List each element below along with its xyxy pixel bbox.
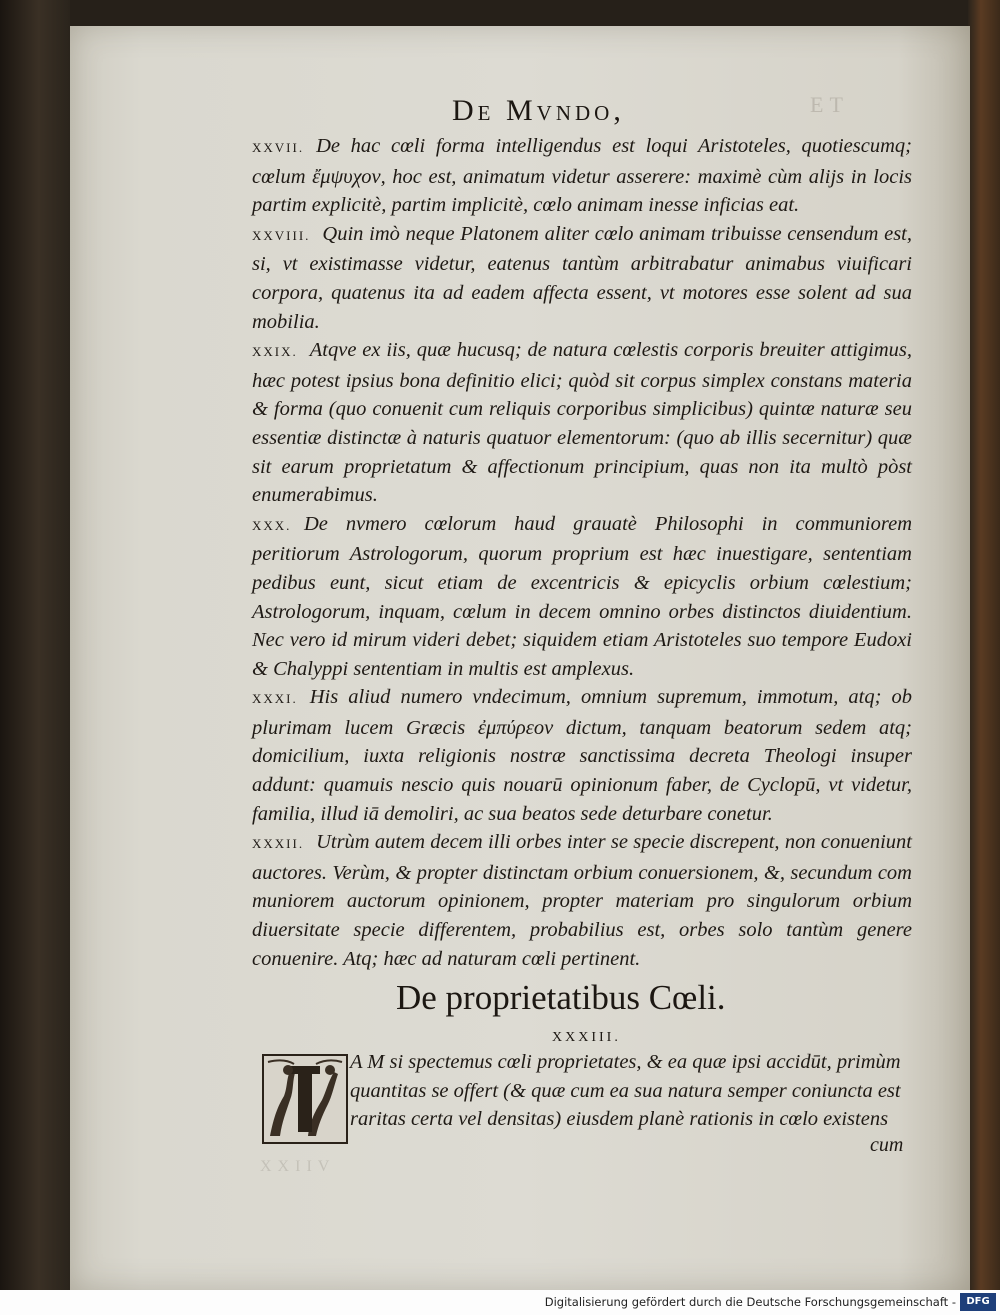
scan-left-edge [0,0,70,1315]
decorated-initial-icon [262,1054,348,1144]
paragraph [252,220,912,336]
paragraph-number: XXX. [252,517,292,533]
paragraph [252,510,912,684]
paragraph-text: Quin imò neque Platonem aliter cœlo animam tribuisse censendum est, si, vt existimasse videtur, eatenus tantùm arbitrabatur animabus viuificari corpora, quatenus ita ad eadem affecta essent, vt motores esse solent ad sua mobilia. [252,222,912,333]
main-text-block [252,132,912,973]
paragraph-number: XXIX. [252,344,298,360]
running-head: De Mvndo, [452,94,625,127]
section-title: De proprietatibus Cœli. [396,978,726,1017]
paragraph-text: De nvmero cœlorum haud grauatè Philosophi in communiorem peritiorum Astrologorum, quorum proprium est hæc inuestigare, sententiam pedibus eunt, sicut etiam de excentricis & epicyclis orbium cœlestium; Astrologorum, inquam, cœlum in decem omnino orbes distinctos diuidentium. Nec vero id mirum videri debet; siquidem etiam Aristoteles suo tempore Eudoxi & Chalyppi sententiam in multis est amplexus. [252,512,912,680]
paragraph-text: Atqve ex iis, quæ hucusq; de natura cœlestis corporis breuiter attigimus, hæc potest ipsius bona definitio elici; quòd sit corpus simplex constans materia & forma (quo conuenit cum reliquis corporibus simplicibus) quintæ naturæ seu essentiæ distinctæ à naturis quatuor elementorum: (quo ab illis secernitur) quæ sit earum proprietatum & affectionum principium, quas non ita multò pòst enumerabimus. [252,339,912,507]
paragraph-number: XXXI. [252,691,298,707]
paragraph-text: Utrùm autem decem illi orbes inter se specie discrepent, non conueniunt auctores. Verùm, & propter distinctam orbium conuersionem, &, secundum com muniorem auctorum opinionem, propter materiam pro singulorum orbium diuersitate specie differentem, probabilius est, orbes solo tantùm genere conuenire. Atq; hæc ad naturam cœli pertinent. [252,831,912,970]
footer-bar [0,1290,1000,1315]
paragraph [252,828,912,973]
footer-text: Digitalisierung gefördert durch die Deutsche Forschungsgemeinschaft - [544,1295,956,1309]
paragraph-text: De hac cœli forma intelligendus est loqui Aristoteles, quotiescumq; cœlum ἔμψυχον, hoc est, animatum videtur asserere: maximè cùm alijs in locis partim explicitè, partim implicitè, cœlo animam inesse inficias eat. [252,135,912,217]
paragraph [252,132,912,220]
paragraph-number: XXXII. [252,836,305,852]
catchword: cum [870,1134,904,1156]
dfg-logo-icon: DFG [960,1293,996,1311]
book-spine [968,0,1000,1315]
final-paragraph: A M si spectemus cœli proprietates, & ea quæ ipsi accidūt, primùm quantitas se offert (& quæ cum ea sua natura semper coniuncta est raritas certa vel densitas) eiusdem planè rationis in cœlo existens [350,1051,901,1131]
paragraph-number: XXVIII. [252,227,311,243]
bottom-show-through: XXIIV [260,1158,336,1175]
paragraph [252,336,912,510]
paragraph-number: XXVII. [252,140,305,155]
show-through-text: ET [810,92,849,117]
paragraph [252,683,912,828]
paragraph-text: His aliud numero vndecimum, omnium supremum, immotum, atq; ob plurimam lucem Græcis ἐμπύρεον dictum, tanquam beatorum sedem atq; domicilium, iuxta religionis nostræ sanctissima decreta Theologi insuper addunt: quamuis nescio quis nouarū opinionum faber, de Cyclopū, vt videtur, familia, illud iā demoliri, ac sua beatos sede deturbare conetur. [252,686,912,825]
section-number: XXXIII. [552,1030,621,1045]
